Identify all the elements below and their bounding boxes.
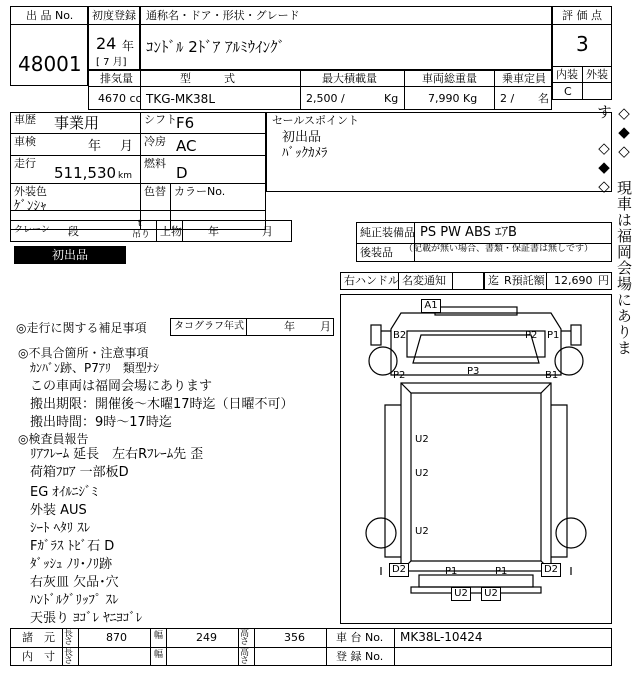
reg-year-unit: 年	[122, 39, 135, 53]
tacho-label: タコグラフ年式	[174, 321, 244, 332]
color-change-label: 色替	[144, 185, 166, 198]
color-value: ｹﾞﾝｼｬ	[14, 199, 47, 214]
chassis-label: 車 台 No.	[336, 631, 384, 644]
reg-no-label: 登 録 No.	[336, 650, 384, 663]
note-line: EG ｵｲﾙﾆｼﾞﾐ	[30, 485, 98, 500]
width-value: 249	[196, 631, 217, 644]
specs-label: 諸 元	[22, 631, 55, 644]
tacho-month: 月	[320, 320, 331, 333]
details-box	[10, 112, 266, 230]
inspect-label: 車検	[14, 135, 36, 148]
steering: 右ハンドル	[344, 274, 399, 287]
mark-p1: P1	[495, 566, 508, 577]
first-listing-banner: 初出品	[14, 246, 126, 264]
lot-label: 出 品 No.	[26, 9, 74, 22]
inspect-year: 年	[88, 139, 102, 154]
cap-unit: 名	[538, 92, 549, 105]
note-line: 右灰皿 欠品･穴	[30, 575, 119, 590]
height-label: 高さ	[240, 629, 250, 647]
color-code-label: カラーNo.	[174, 185, 226, 198]
sales-points-label: セールスポイント	[272, 114, 360, 127]
shift-value: F6	[176, 114, 195, 132]
load-unit: Kg	[384, 92, 399, 105]
truck-outline	[341, 295, 611, 623]
driving-notes-label: ◎走行に関する補足事項	[16, 321, 147, 335]
mark-p1: P1	[547, 330, 560, 341]
disp-label: 排気量	[100, 72, 133, 85]
crane-dan: 段	[68, 225, 79, 238]
recycle-label: R預託額	[504, 274, 545, 287]
mark-b1: B1	[545, 370, 559, 381]
mark-d2: D2	[389, 563, 409, 577]
reg-label: 初度登録	[92, 9, 136, 22]
mark-u2: U2	[451, 587, 471, 601]
color-label: 外装色	[14, 185, 47, 198]
note-line: 搬出期限：開催後～木曜17時迄（日曜不可）	[30, 397, 294, 412]
note-line: 搬出時間：9時～17時迄	[30, 415, 172, 430]
side-note: ◇◆◇ 現車は福岡会場にあります ◇◆◇	[595, 104, 633, 356]
history-label: 車歴	[14, 113, 36, 126]
grade-value: 3	[576, 32, 589, 56]
mileage-label: 走行	[14, 157, 36, 170]
mark-u2: U2	[415, 434, 429, 445]
note-line: ｼｰﾄ ﾍﾀﾘ ｽﾚ	[30, 521, 91, 536]
gvw-label: 車両総重量	[422, 72, 477, 85]
std-equip-value: PS PW ABS ｴｱB	[420, 225, 517, 240]
gvw-value: 7,990 Kg	[428, 92, 478, 105]
length-label: 長さ	[64, 629, 74, 647]
crane-t: t	[138, 219, 142, 229]
note-line: 外装 AUS	[30, 503, 87, 518]
note-line: 荷箱ﾌﾛｱ 一部板D	[30, 465, 129, 480]
note-line: この車両は福岡会場にあります	[30, 379, 213, 394]
inner-label: 内 寸	[22, 650, 55, 663]
crane-row	[10, 220, 292, 242]
mark-p3: P3	[467, 366, 480, 377]
note-line: ◎不具合箇所・注意事項	[18, 346, 149, 360]
interior-label: 内装	[556, 68, 578, 81]
tacho-year: 年	[284, 320, 295, 333]
reg-year: 24	[96, 34, 117, 53]
length-value: 870	[106, 631, 127, 644]
upper-month: 月	[262, 225, 273, 238]
note-line: ｶﾝﾊﾞﾝ跡、P7ｱﾘ 類型ﾅｼ	[30, 361, 159, 375]
mark-a1: A1	[421, 299, 441, 313]
load-value: 2,500 /	[306, 92, 345, 105]
interior-grade: C	[564, 85, 572, 98]
load-label: 最大積載量	[322, 72, 377, 85]
mark-u2: U2	[481, 587, 501, 601]
note-line: ﾀﾞｯｼｭ ﾉﾘ･ﾉﾘ跡	[30, 557, 113, 572]
fuel-value: D	[176, 164, 188, 182]
mark-d2: D2	[541, 563, 561, 577]
fuel-label: 燃料	[144, 157, 166, 170]
mileage-unit: km	[118, 171, 132, 181]
note-line: 天張り ﾖｺﾞﾚ ﾔﾆﾖｺﾞﾚ	[30, 611, 143, 626]
mark-u2: U2	[415, 526, 429, 537]
history-value: 事業用	[54, 114, 100, 132]
recycle-value: 12,690	[554, 274, 593, 287]
model-value: TKG-MK38L	[146, 92, 216, 106]
ac-value: AC	[176, 137, 197, 155]
mileage-value: 511,530	[54, 164, 117, 182]
mark-p2: P2	[525, 330, 538, 341]
cap-label: 乗車定員	[502, 72, 546, 85]
model-label: 型 式	[180, 72, 235, 85]
sales-point-2: ﾊﾞｯｸｶﾒﾗ	[282, 146, 328, 161]
disp-value: 4670 cc	[98, 92, 142, 105]
cap-value: 2 /	[500, 92, 515, 105]
car-name-label: 通称名・ドア・形状・グレード	[146, 9, 300, 22]
vehicle-diagram	[340, 294, 612, 624]
yen: 円	[598, 274, 609, 287]
width-label: 幅	[154, 631, 164, 641]
crane-label: クレーン	[14, 225, 50, 235]
lot-number: 48001	[18, 52, 82, 76]
shift-label: シフト	[144, 113, 177, 126]
note-line: ﾊﾝﾄﾞﾙｸﾞﾘｯﾌﾟ ｽﾚ	[30, 593, 119, 608]
inspect-month: 月	[120, 139, 134, 154]
exterior-label: 外装	[586, 68, 608, 81]
chassis-value: MK38L-10424	[400, 630, 483, 644]
retro-equip-label: 後装品	[360, 246, 393, 259]
upper-year: 年	[208, 225, 219, 238]
note-line: ◎検査員報告	[18, 432, 89, 446]
mark-u2: U2	[415, 468, 429, 479]
inner-length-label: 長さ	[64, 648, 74, 666]
sales-point-1: 初出品	[282, 130, 322, 145]
grade-label: 評 価 点	[562, 9, 602, 22]
inner-width-label: 幅	[154, 650, 164, 660]
std-equip-label: 純正装備品	[360, 226, 415, 239]
note-line: Fｶﾞﾗｽ ﾄﾋﾞ石 D	[30, 539, 115, 554]
crane-tsuri: 吊り	[132, 230, 151, 240]
mark-p1: P1	[445, 566, 458, 577]
height-value: 356	[284, 631, 305, 644]
name-change-box	[452, 272, 484, 290]
ac-label: 冷房	[144, 135, 166, 148]
retro-equip-note: （記載が無い場合、書類・保証書は無しです）	[404, 244, 594, 254]
car-name: ｺﾝﾄﾞﾙ 2ﾄﾞｱ ｱﾙﾐｳｲﾝｸﾞ	[146, 38, 286, 56]
mark-p2: P2	[393, 370, 406, 381]
mark-b2: B2	[393, 330, 407, 341]
deadline-label: 迄	[488, 274, 499, 287]
upper-label: 上物	[160, 225, 182, 238]
note-line: ﾘｱﾌﾚｰﾑ 延長 左右Rﾌﾚｰﾑ先 歪	[30, 447, 204, 462]
inner-height-label: 高さ	[240, 648, 250, 666]
name-change-label: 名変通知	[402, 274, 446, 287]
reg-month: [ 7 月]	[96, 57, 127, 68]
